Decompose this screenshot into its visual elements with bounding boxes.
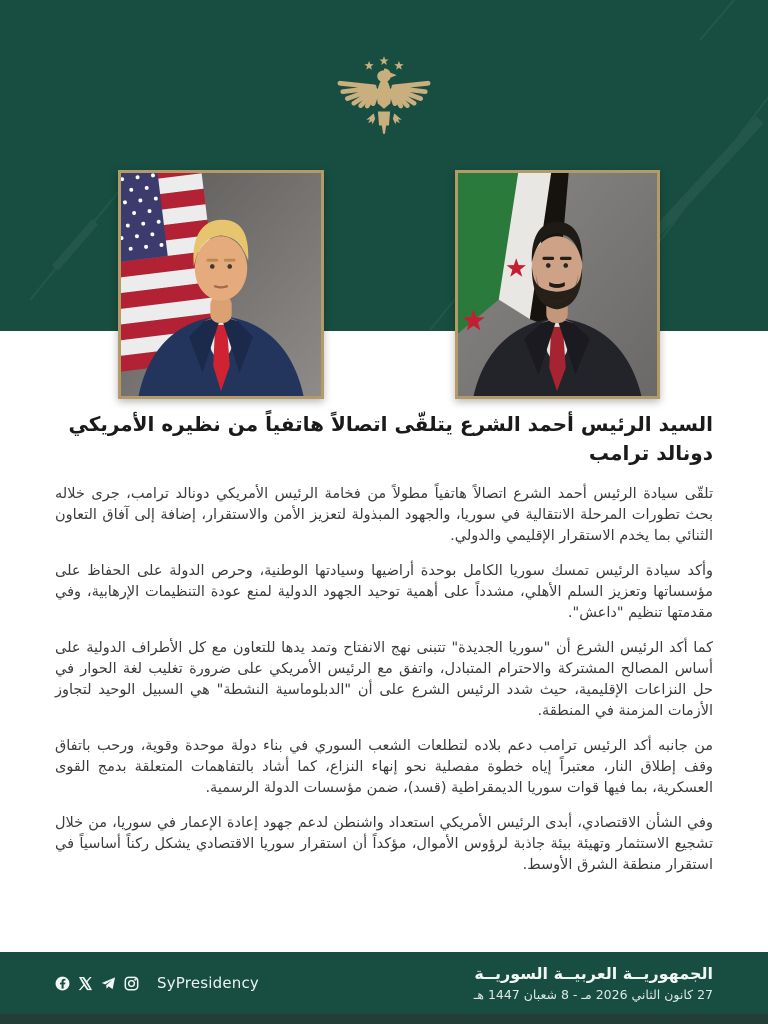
eagle-icon: [328, 54, 440, 154]
sharaa-portrait-image: [458, 173, 657, 396]
date-line: 27 كانون الثاني 2026 مـ - 8 شعبان 1447 هـ: [473, 987, 713, 1002]
photo-trump: [118, 170, 324, 399]
article-paragraph-1: تلقّى سيادة الرئيس أحمد الشرع اتصالاً هاتفياً مطولاً من فخامة الرئيس الأمريكي دونالد ترامب، جرى خلاله بحث تطورات المرحلة الانتقالية في سوريا، والجهود المبذولة لتعزيز الأمن والاستقرار، إضافة إلى آفاق التعاون الثنائي بما يخدم الاستقرار الإقليمي والدولي.: [55, 486, 713, 544]
article-paragraph-3: كما أكد الرئيس الشرع أن "سوريا الجديدة" تتبنى نهج الانفتاح وتمد يدها للتعاون مع كل الأطراف الدولية على أساس المصالح المشتركة والاحترام المتبادل، واتفق مع الرئيس الأمريكي على ضرورة تغليب لغة الحوار في حل النزاعات الإقليمية، حيث شدد الرئيس الشرع على أن "الدبلوماسية النشطة" هي السبيل الوحيد لتجاوز الأزمات المزمنة في المنطقة.: [55, 640, 713, 719]
bottom-strip: [0, 1014, 768, 1024]
article: [0, 404, 768, 890]
photo-sharaa: [455, 170, 660, 399]
footer: [0, 952, 768, 1014]
footer-country-block: [474, 964, 713, 1002]
instagram-icon[interactable]: [124, 976, 139, 991]
telegram-icon[interactable]: [101, 976, 116, 991]
country-name: الجمهوريــة العربيــة السوريــة: [474, 964, 713, 983]
social-handle[interactable]: SyPresidency: [157, 974, 260, 992]
trump-portrait-image: [121, 173, 321, 396]
footer-social: [55, 974, 259, 992]
article-paragraph-5: وفي الشأن الاقتصادي، أبدى الرئيس الأمريكي استعداد واشنطن لدعم جهود إعادة الإعمار في سوريا، من خلال تشجيع الاستثمار وتهيئة بيئة جاذبة لرؤوس الأموال، مؤكداً أن استقرار سوريا الاقتصادي يشكل ركناً أساسياً في استقرار منطقة الشرق الأوسط.: [55, 815, 713, 873]
article-paragraph-4: من جانبه أكد الرئيس ترامب دعم بلاده لتطلعات الشعب السوري في بناء دولة موحدة وقوية، ورحب باتفاق وقف إطلاق النار، معتبراً إياه خطوة مفصلية نحو إنهاء النزاع، كما أشاد بالتفاهمات المتعلقة بدمج القوى العسكرية، بما فيها قوات سوريا الديمقراطية (قسد)، ضمن مؤسسات الدولة الرسمية.: [55, 738, 713, 796]
article-paragraph-2: وأكد سيادة الرئيس تمسك سوريا الكامل بوحدة أراضيها وسيادتها الوطنية، وحرص الدولة على الحفاظ على مؤسساتها وتعزيز السلم الأهلي، مشدداً على أهمية توحيد الجهود الدولية لمنع عودة التنظيمات الإرهابية، وفي مقدمتها تنظيم "داعش".: [55, 563, 713, 621]
x-icon[interactable]: [78, 976, 93, 991]
syrian-eagle-emblem: [328, 54, 440, 154]
headline: السيد الرئيس أحمد الشرع يتلقّى اتصالاً هاتفياً من نظيره الأمريكي دونالد ترامب: [68, 412, 713, 465]
facebook-icon[interactable]: [55, 976, 70, 991]
